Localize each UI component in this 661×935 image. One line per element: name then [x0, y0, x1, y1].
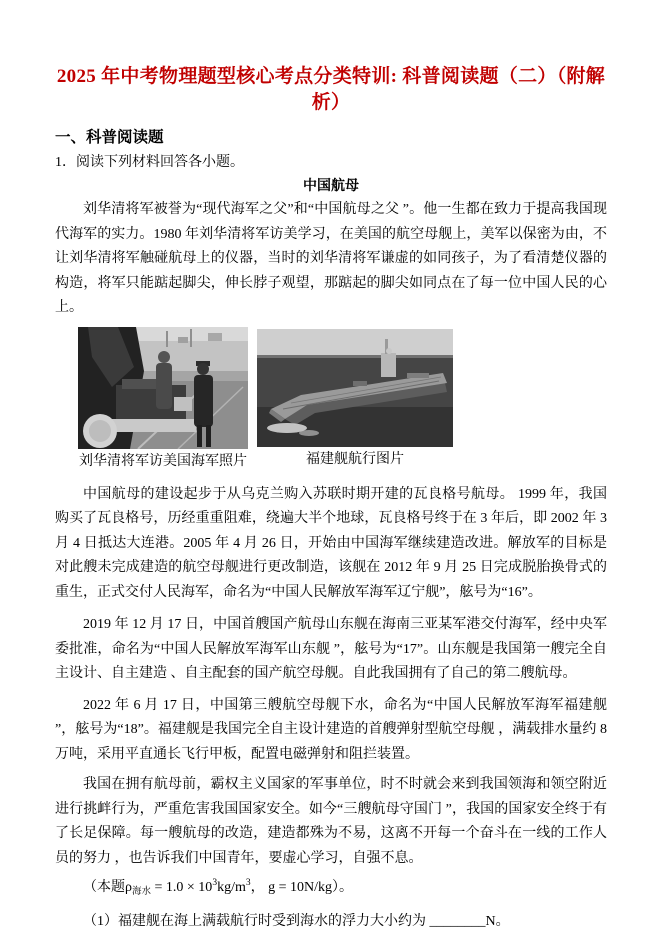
article-paragraph-5: 我国在拥有航母前，霸权主义国家的军事单位，时不时就会来到我国领海和领空附近进行挑衅行为，严重危害我国国家安全。如今“三艘航母守国门 ”，我国的国家安全终于有了长足保障。每一艘航母的改造，建造都殊为不易，这离不开每一个奋斗在一线的工作人员的努力 ，也告诉我们中国青年，要虚心学习，自强不息。: [55, 777, 607, 866]
rho-subscript-seawater: 海水: [132, 887, 152, 897]
exponent-2: 3: [245, 878, 251, 888]
question-1-line: [55, 910, 607, 935]
figure-caption-liu: 刘华清将军访美国海军照片: [79, 453, 247, 469]
figure-caption-fujian: 福建舰航行图片: [306, 451, 404, 467]
question-1-text: （1）福建舰在海上满载航行时受到海水的浮力大小约为: [83, 913, 430, 929]
document-title: 2025 年中考物理题型核心考点分类特训: 科普阅读题（二）（附解析）: [56, 66, 606, 113]
formula-prefix: （本题ρ: [83, 880, 132, 895]
formula-equals: = 1.0 × 10: [151, 880, 213, 895]
section-heading: 一、科普阅读题: [55, 129, 164, 146]
figure-fujian-carrier: [257, 329, 453, 471]
article-title: 中国航母: [303, 179, 359, 194]
formula-suffix: ， g = 10N/kg）。: [250, 880, 353, 895]
liu-huaqing-navy-visit-photo: [78, 327, 248, 449]
question-1-unit: N。: [485, 913, 510, 929]
formula-unit: kg/m: [217, 880, 246, 895]
answer-blank: ________: [429, 913, 486, 929]
question-intro: 1．阅读下列材料回答各小题。: [55, 155, 244, 170]
fujian-carrier-sailing-photo: [257, 329, 453, 447]
figure-row: [78, 327, 607, 473]
article-paragraph-3: 2019 年 12 月 17 日，中国首艘国产航母山东舰在海南三亚某军港交付海军，经中央军委批准，命名为“中国人民解放军海军山东舰 ”，舷号为“17”。山东舰是我国第一艘完全自主设计、自主建造 、自主配套的国产航空母舰。自此我国拥有了自己的第二艘航母。: [55, 617, 607, 681]
given-constants-line: [55, 871, 607, 905]
article-paragraph-4: 2022 年 6 月 17 日，中国第三艘航空母舰下水，命名为“中国人民解放军海军福建舰 ”，舷号为“18”。福建舰是我国完全自主设计建造的首艘弹射型航空母舰 ，满载排水量约 8 万吨，采用平直通长飞行甲板，配置电磁弹射和阻拦装置。: [55, 697, 607, 762]
figure-liu-huaqing: [78, 327, 248, 473]
exponent-1: 3: [212, 878, 218, 888]
article-paragraph-2: 中国航母的建设起步于从乌克兰购入苏联时期开建的瓦良格号航母。 1999 年，我国购买了瓦良格号，历经重重阻难，绕遍大半个地球，瓦良格号终于在 3 年后，即 2002 年 3 月 4 日抵达大连港。2005 年 4 月 26 日，开始由中国海军继续建造改进。解放军的目标是对此艘未完成建造的航空母舰进行更改制造，该舰在 2012 年 9 月 25 日完成脱胎换骨式的重生，正式交付人民海军，命名为“中国人民解放军海军辽宁舰”，舷号为“16”。: [55, 486, 607, 600]
article-paragraph-1: 刘华清将军被誉为“现代海军之父”和“中国航母之父 ”。他一生都在致力于提高我国现代海军的实力。1980 年刘华清将军访美学习，在美国的航空母舰上，美军以保密为由，不让刘华清将军触碰航母上的仪器，当时的刘华清将军谦虚的如同孩子，为了看清楚仪器的构造，将军只能踮起脚尖，伸长脖子观望，那踮起的脚尖如同点在了每一位中国人民的心上。: [55, 202, 607, 315]
